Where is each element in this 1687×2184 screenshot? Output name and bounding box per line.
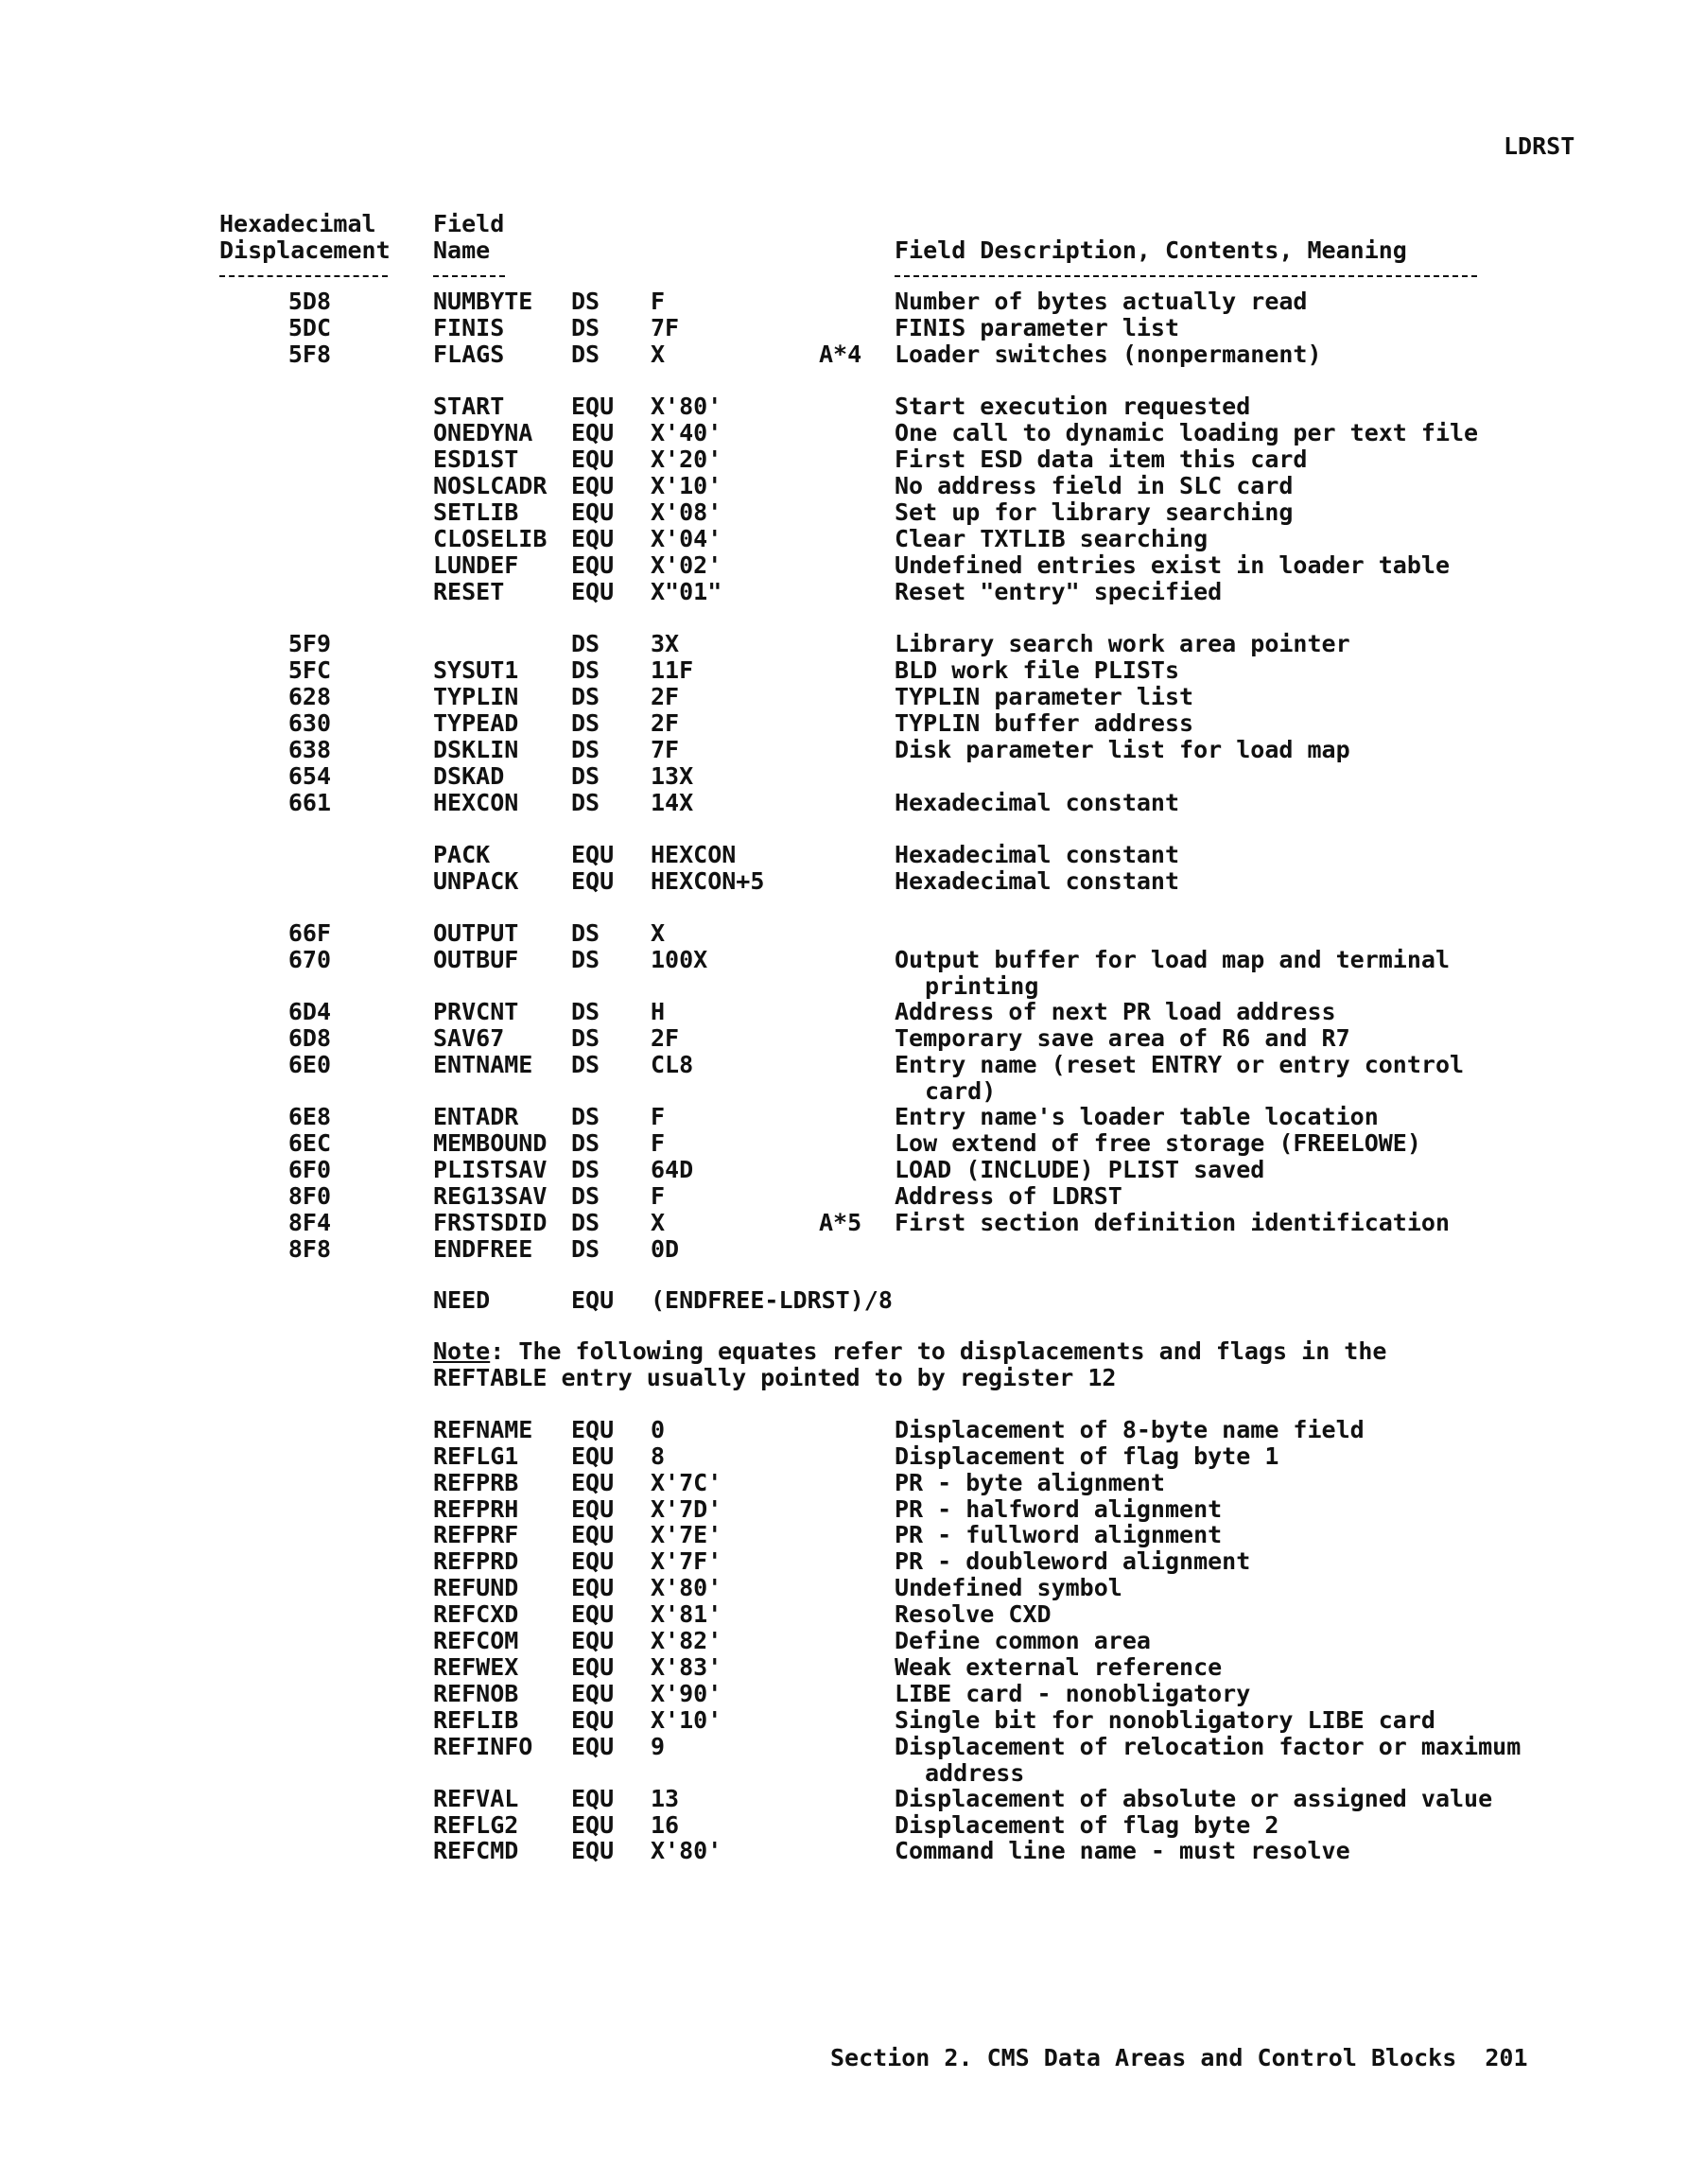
displacement: 5F8 <box>287 341 331 368</box>
field-name: REFPRB <box>433 1469 519 1496</box>
operand: (ENDFREE-LDRST)/8 <box>651 1286 893 1314</box>
header-description: Field Description, Contents, Meaning <box>895 236 1407 264</box>
description: Displacement of flag byte 2 <box>895 1811 1279 1839</box>
operation: DS <box>571 1209 600 1236</box>
ref-row <box>0 1706 1687 1733</box>
operand: 14X <box>651 789 694 816</box>
operand: F <box>651 1129 666 1157</box>
operand: X'81' <box>651 1600 722 1628</box>
description: Address of LDRST <box>895 1182 1122 1210</box>
description: Clear TXTLIB searching <box>895 525 1209 552</box>
field-name: NUMBYTE <box>433 288 533 315</box>
description: Start execution requested <box>895 393 1251 420</box>
field-name: REFPRH <box>433 1495 519 1523</box>
header-rule-description <box>895 275 1477 277</box>
description: Entry name's loader table location <box>895 1103 1379 1130</box>
operation: EQU <box>571 1680 615 1707</box>
field-name: REFNOB <box>433 1680 519 1707</box>
description: Displacement of flag byte 1 <box>895 1442 1279 1470</box>
description: LOAD (INCLUDE) PLIST saved <box>895 1156 1265 1183</box>
operation: EQU <box>571 578 615 605</box>
header-rule-displacement <box>219 275 388 277</box>
field-row <box>0 998 1687 1024</box>
displacement: 6F0 <box>287 1156 331 1183</box>
field-name: ONEDYNA <box>433 419 533 446</box>
operand: HEXCON <box>651 841 737 868</box>
operand: X'40' <box>651 419 722 446</box>
field-row <box>0 551 1687 578</box>
operand: X'02' <box>651 551 722 579</box>
description-continuation: address <box>925 1759 1025 1787</box>
field-name: HEXCON <box>433 789 519 816</box>
field-row <box>0 288 1687 314</box>
note-label: Note <box>433 1337 491 1365</box>
operand: X'82' <box>651 1627 722 1654</box>
operation: EQU <box>571 1286 615 1314</box>
displacement: 5F9 <box>287 630 331 657</box>
operand: X'90' <box>651 1680 722 1707</box>
description: Disk parameter list for load map <box>895 736 1350 763</box>
operation: EQU <box>571 1600 615 1628</box>
operation: DS <box>571 1051 600 1078</box>
header-hex-line1: Hexadecimal <box>219 210 376 237</box>
displacement: 654 <box>287 762 331 790</box>
operation: EQU <box>571 1442 615 1470</box>
operation: EQU <box>571 393 615 420</box>
field-row <box>0 314 1687 341</box>
operand: 2F <box>651 1024 680 1052</box>
operand: X'80' <box>651 1837 722 1864</box>
displacement: 670 <box>287 946 331 973</box>
ref-row <box>0 1416 1687 1442</box>
operand: X <box>651 919 666 947</box>
description: FINIS parameter list <box>895 314 1180 341</box>
operand: X'08' <box>651 498 722 526</box>
operand: X'80' <box>651 1574 722 1601</box>
operand: X'7F' <box>651 1547 722 1575</box>
header-field-line1: Field <box>433 210 505 237</box>
operation: DS <box>571 314 600 341</box>
operation: DS <box>571 736 600 763</box>
description: Displacement of relocation factor or maximum <box>895 1733 1522 1760</box>
ref-row <box>0 1837 1687 1863</box>
operation: EQU <box>571 419 615 446</box>
field-name: SETLIB <box>433 498 519 526</box>
field-name: DSKAD <box>433 762 505 790</box>
operand: F <box>651 1103 666 1130</box>
description: First section definition identification <box>895 1209 1450 1236</box>
field-name: REFCXD <box>433 1600 519 1628</box>
operation: EQU <box>571 1521 615 1548</box>
operand: X"01" <box>651 578 722 605</box>
operation: DS <box>571 919 600 947</box>
description: Loader switches (nonpermanent) <box>895 341 1322 368</box>
operation: EQU <box>571 446 615 473</box>
displacement: 8F4 <box>287 1209 331 1236</box>
description: Hexadecimal constant <box>895 789 1180 816</box>
ref-row <box>0 1469 1687 1495</box>
description: Reset "entry" specified <box>895 578 1223 605</box>
operand: X'04' <box>651 525 722 552</box>
field-name: REFWEX <box>433 1653 519 1681</box>
operand: X'20' <box>651 446 722 473</box>
field-row <box>0 472 1687 498</box>
displacement: 638 <box>287 736 331 763</box>
displacement: 630 <box>287 709 331 737</box>
displacement: 66F <box>287 919 331 947</box>
field-name: REFINFO <box>433 1733 533 1760</box>
field-name: SAV67 <box>433 1024 505 1052</box>
field-name: TYPEAD <box>433 709 519 737</box>
operand: X'83' <box>651 1653 722 1681</box>
field-row <box>0 1235 1687 1262</box>
operation: DS <box>571 709 600 737</box>
field-row <box>0 1156 1687 1182</box>
operand: X <box>651 341 666 368</box>
operand: F <box>651 1182 666 1210</box>
field-name: NEED <box>433 1286 491 1314</box>
ref-row <box>0 1653 1687 1680</box>
operation: EQU <box>571 525 615 552</box>
field-name: START <box>433 393 505 420</box>
ref-row <box>0 1785 1687 1811</box>
field-row <box>0 525 1687 551</box>
operation: EQU <box>571 1811 615 1839</box>
description: Displacement of absolute or assigned value <box>895 1785 1493 1812</box>
operand: 13 <box>651 1785 680 1812</box>
operation: EQU <box>571 498 615 526</box>
operation: EQU <box>571 1837 615 1864</box>
operation: DS <box>571 998 600 1025</box>
running-head: LDRST <box>1504 132 1575 160</box>
description: One call to dynamic loading per text file <box>895 419 1479 446</box>
operation: EQU <box>571 1733 615 1760</box>
operation: DS <box>571 1024 600 1052</box>
field-name: RESET <box>433 578 505 605</box>
note-line2: REFTABLE entry usually pointed to by register 12 <box>433 1364 1117 1391</box>
field-row <box>0 341 1687 367</box>
field-name: FINIS <box>433 314 505 341</box>
description: Hexadecimal constant <box>895 841 1180 868</box>
field-row <box>0 709 1687 736</box>
field-name: PRVCNT <box>433 998 519 1025</box>
page-footer: Section 2. CMS Data Areas and Control Blocks 201 <box>830 2044 1528 2071</box>
ref-row <box>0 1733 1687 1787</box>
operation: DS <box>571 1156 600 1183</box>
field-name: REFCOM <box>433 1627 519 1654</box>
header-rule-name <box>433 275 505 277</box>
field-name: OUTPUT <box>433 919 519 947</box>
description: Command line name - must resolve <box>895 1837 1350 1864</box>
description: Undefined symbol <box>895 1574 1122 1601</box>
operand: 7F <box>651 736 680 763</box>
operation: EQU <box>571 1653 615 1681</box>
field-row <box>0 656 1687 683</box>
field-name: CLOSELIB <box>433 525 548 552</box>
operation: EQU <box>571 1785 615 1812</box>
operation: DS <box>571 1235 600 1263</box>
description: Define common area <box>895 1627 1151 1654</box>
field-row <box>0 867 1687 894</box>
field-name: PACK <box>433 841 491 868</box>
operation: DS <box>571 1182 600 1210</box>
operation: EQU <box>571 1574 615 1601</box>
operation: DS <box>571 341 600 368</box>
field-row <box>0 683 1687 709</box>
description: Set up for library searching <box>895 498 1294 526</box>
displacement: 6D4 <box>287 998 331 1025</box>
operand: 0 <box>651 1416 666 1443</box>
description: BLD work file PLISTs <box>895 656 1180 684</box>
field-row <box>0 1286 1687 1313</box>
ref-row <box>0 1627 1687 1653</box>
ref-row <box>0 1600 1687 1627</box>
operand: 7F <box>651 314 680 341</box>
description: Entry name (reset ENTRY or entry control <box>895 1051 1465 1078</box>
field-name: ENDFREE <box>433 1235 533 1263</box>
ref-row <box>0 1574 1687 1600</box>
operation: EQU <box>571 1547 615 1575</box>
description: TYPLIN buffer address <box>895 709 1194 737</box>
field-row <box>0 1182 1687 1209</box>
operand: 64D <box>651 1156 694 1183</box>
description: PR - byte alignment <box>895 1469 1165 1496</box>
field-name: OUTBUF <box>433 946 519 973</box>
field-row <box>0 446 1687 472</box>
operand: X'10' <box>651 472 722 499</box>
field-name: REFUND <box>433 1574 519 1601</box>
field-row <box>0 393 1687 419</box>
operand: X'10' <box>651 1706 722 1734</box>
field-name: REFPRF <box>433 1521 519 1548</box>
field-name: TYPLIN <box>433 683 519 710</box>
description: Displacement of 8-byte name field <box>895 1416 1365 1443</box>
field-row <box>0 736 1687 762</box>
field-name: DSKLIN <box>433 736 519 763</box>
operation: EQU <box>571 472 615 499</box>
field-name: REFLIB <box>433 1706 519 1734</box>
displacement: 661 <box>287 789 331 816</box>
operation: EQU <box>571 551 615 579</box>
operand: 11F <box>651 656 694 684</box>
field-name: REFPRD <box>433 1547 519 1575</box>
ref-row <box>0 1442 1687 1469</box>
field-name: REFCMD <box>433 1837 519 1864</box>
displacement: 5FC <box>287 656 331 684</box>
field-row <box>0 630 1687 656</box>
displacement: 6E0 <box>287 1051 331 1078</box>
field-name: FRSTSDID <box>433 1209 548 1236</box>
header-hex-line2: Displacement <box>219 236 391 264</box>
operand: HEXCON+5 <box>651 867 765 895</box>
description: Output buffer for load map and terminal <box>895 946 1450 973</box>
operation: DS <box>571 656 600 684</box>
description: PR - doubleword alignment <box>895 1547 1251 1575</box>
field-name: ENTNAME <box>433 1051 533 1078</box>
displacement: 8F0 <box>287 1182 331 1210</box>
field-name: PLISTSAV <box>433 1156 548 1183</box>
displacement: 6D8 <box>287 1024 331 1052</box>
operand: 100X <box>651 946 708 973</box>
field-name: REFLG2 <box>433 1811 519 1839</box>
operation: EQU <box>571 1416 615 1443</box>
operation: EQU <box>571 1706 615 1734</box>
operation: DS <box>571 288 600 315</box>
operand: 3X <box>651 630 680 657</box>
operand: 16 <box>651 1811 680 1839</box>
displacement: 6E8 <box>287 1103 331 1130</box>
operand: H <box>651 998 666 1025</box>
field-row <box>0 1103 1687 1129</box>
ref-row <box>0 1521 1687 1547</box>
ref-row <box>0 1680 1687 1706</box>
operand: 2F <box>651 683 680 710</box>
operand: CL8 <box>651 1051 694 1078</box>
field-row <box>0 841 1687 867</box>
field-name: SYSUT1 <box>433 656 519 684</box>
description: LIBE card - nonobligatory <box>895 1680 1251 1707</box>
margin-marker: A*5 <box>819 1209 862 1236</box>
operand: X'7D' <box>651 1495 722 1523</box>
header-field-line2: Name <box>433 236 491 264</box>
field-row <box>0 1024 1687 1051</box>
operand: 0D <box>651 1235 680 1263</box>
description: Number of bytes actually read <box>895 288 1308 315</box>
operation: EQU <box>571 841 615 868</box>
description-continuation: printing <box>925 972 1039 1000</box>
operand: X <box>651 1209 666 1236</box>
description: Undefined entries exist in loader table <box>895 551 1450 579</box>
field-row <box>0 789 1687 815</box>
field-name: LUNDEF <box>433 551 519 579</box>
note-line1 <box>433 1337 1386 1365</box>
note-text: : The following equates refer to displacements and flags in the <box>490 1337 1387 1365</box>
field-name: MEMBOUND <box>433 1129 548 1157</box>
operation: EQU <box>571 1495 615 1523</box>
field-name: ENTADR <box>433 1103 519 1130</box>
field-name: NOSLCADR <box>433 472 548 499</box>
field-name: REFVAL <box>433 1785 519 1812</box>
description: PR - halfword alignment <box>895 1495 1223 1523</box>
field-row <box>0 578 1687 604</box>
description: Hexadecimal constant <box>895 867 1180 895</box>
operand: X'80' <box>651 393 722 420</box>
field-name: REFLG1 <box>433 1442 519 1470</box>
operation: DS <box>571 789 600 816</box>
description: Low extend of free storage (FREELOWE) <box>895 1129 1421 1157</box>
ref-row <box>0 1495 1687 1522</box>
operation: EQU <box>571 1469 615 1496</box>
field-row <box>0 498 1687 525</box>
description: No address field in SLC card <box>895 472 1294 499</box>
description: Single bit for nonobligatory LIBE card <box>895 1706 1435 1734</box>
field-name: REFNAME <box>433 1416 533 1443</box>
field-name: UNPACK <box>433 867 519 895</box>
field-row <box>0 1209 1687 1235</box>
operand: X'7C' <box>651 1469 722 1496</box>
description: Library search work area pointer <box>895 630 1350 657</box>
field-row <box>0 1129 1687 1156</box>
ref-row <box>0 1547 1687 1574</box>
field-name: REG13SAV <box>433 1182 548 1210</box>
field-row <box>0 762 1687 789</box>
displacement: 8F8 <box>287 1235 331 1263</box>
displacement: 628 <box>287 683 331 710</box>
field-row <box>0 919 1687 946</box>
description: Address of next PR load address <box>895 998 1336 1025</box>
operand: 9 <box>651 1733 666 1760</box>
operation: EQU <box>571 867 615 895</box>
displacement: 5D8 <box>287 288 331 315</box>
field-name: ESD1ST <box>433 446 519 473</box>
operation: DS <box>571 1103 600 1130</box>
operation: DS <box>571 683 600 710</box>
field-row <box>0 1051 1687 1105</box>
operation: DS <box>571 762 600 790</box>
operation: EQU <box>571 1627 615 1654</box>
field-row <box>0 419 1687 446</box>
description: Temporary save area of R6 and R7 <box>895 1024 1350 1052</box>
operand: 2F <box>651 709 680 737</box>
ref-row <box>0 1811 1687 1838</box>
operation: DS <box>571 630 600 657</box>
field-row <box>0 946 1687 1000</box>
description: First ESD data item this card <box>895 446 1308 473</box>
operation: DS <box>571 1129 600 1157</box>
margin-marker: A*4 <box>819 341 862 368</box>
description-continuation: card) <box>925 1077 997 1105</box>
description: Weak external reference <box>895 1653 1223 1681</box>
operand: F <box>651 288 666 315</box>
operation: DS <box>571 946 600 973</box>
operand: 13X <box>651 762 694 790</box>
description: TYPLIN parameter list <box>895 683 1194 710</box>
displacement: 6EC <box>287 1129 331 1157</box>
field-name: FLAGS <box>433 341 505 368</box>
description: Resolve CXD <box>895 1600 1052 1628</box>
operand: 8 <box>651 1442 666 1470</box>
operand: X'7E' <box>651 1521 722 1548</box>
description: PR - fullword alignment <box>895 1521 1223 1548</box>
displacement: 5DC <box>287 314 331 341</box>
